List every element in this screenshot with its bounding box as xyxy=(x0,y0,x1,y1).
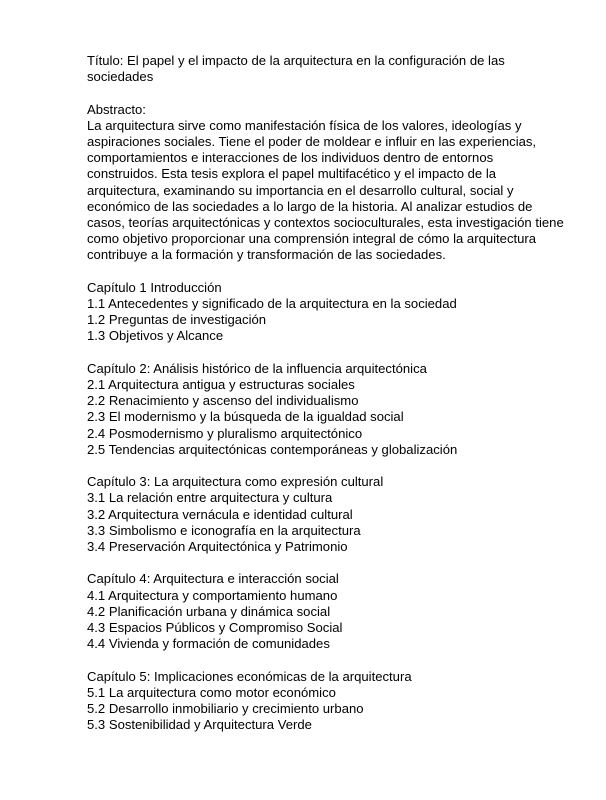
chapter-3 xyxy=(87,474,567,555)
chapter-item: 4.2 Planificación urbana y dinámica social xyxy=(87,603,331,619)
chapter-item: 1.2 Preguntas de investigación xyxy=(87,312,267,328)
abstract-heading: Abstracto: xyxy=(87,101,146,117)
chapter-item: 1.1 Antecedentes y significado de la arquitectura en la sociedad xyxy=(87,296,457,312)
chapter-item: 4.3 Espacios Públicos y Compromiso Social xyxy=(87,620,343,636)
chapter-item: 2.1 Arquitectura antigua y estructuras sociales xyxy=(87,377,355,393)
abstract-line: construidos. Esta tesis explora el papel multifacético y el impacto de la xyxy=(87,166,497,182)
title-line: sociedades xyxy=(87,69,154,85)
title-line: Título: El papel y el impacto de la arquitectura en la configuración de las xyxy=(87,53,505,68)
abstract-line: como objetivo proporcionar una comprensión integral de cómo la arquitectura xyxy=(87,231,537,247)
chapter-item: 3.1 La relación entre arquitectura y cultura xyxy=(87,490,333,506)
chapter-item: 4.1 Arquitectura y comportamiento humano xyxy=(87,587,338,603)
chapter-item: 5.3 Sostenibilidad y Arquitectura Verde xyxy=(87,717,312,733)
chapter-heading: Capítulo 3: La arquitectura como expresión cultural xyxy=(87,474,384,490)
paragraph-gap xyxy=(87,345,567,361)
chapter-1 xyxy=(87,280,567,345)
chapter-2 xyxy=(87,361,567,458)
abstract-line: casos, teorías arquitectónicas y contextos socioculturales, esta investigación tiene xyxy=(87,215,564,231)
document-title xyxy=(87,53,567,85)
paragraph-gap xyxy=(87,264,567,280)
abstract-line: arquitectura, examinando su importancia en el desarrollo cultural, social y xyxy=(87,182,514,198)
chapter-item: 3.4 Preservación Arquitectónica y Patrimonio xyxy=(87,539,348,555)
abstract-section xyxy=(87,102,567,264)
abstract-line: contribuye a la formación y transformación de las sociedades. xyxy=(87,247,446,263)
chapter-item: 2.2 Renacimiento y ascenso del individualismo xyxy=(87,393,359,409)
chapter-item: 2.4 Posmodernismo y pluralismo arquitectónico xyxy=(87,425,363,441)
chapter-heading: Capítulo 2: Análisis histórico de la influencia arquitectónica xyxy=(87,360,427,376)
chapter-item: 2.3 El modernismo y la búsqueda de la igualdad social xyxy=(87,409,404,425)
chapter-item: 3.2 Arquitectura vernácula e identidad cultural xyxy=(87,506,353,522)
document-page xyxy=(87,53,567,733)
paragraph-gap xyxy=(87,652,567,668)
chapter-heading: Capítulo 5: Implicaciones económicas de la arquitectura xyxy=(87,668,412,684)
chapter-item: 2.5 Tendencias arquitectónicas contemporáneas y globalización xyxy=(87,441,458,457)
chapter-item: 5.2 Desarrollo inmobiliario y crecimiento urbano xyxy=(87,701,364,717)
paragraph-gap xyxy=(87,555,567,571)
paragraph-gap xyxy=(87,85,567,101)
chapter-item: 1.3 Objetivos y Alcance xyxy=(87,328,224,344)
chapter-4 xyxy=(87,571,567,652)
abstract-line: aspiraciones sociales. Tiene el poder de moldear e influir en las experiencias, xyxy=(87,134,537,149)
abstract-line: comportamientos e interacciones de los individuos dentro de entornos xyxy=(87,150,494,166)
paragraph-gap xyxy=(87,458,567,474)
chapter-item: 4.4 Vivienda y formación de comunidades xyxy=(87,636,330,652)
chapter-item: 5.1 La arquitectura como motor económico xyxy=(87,684,336,700)
abstract-line: La arquitectura sirve como manifestación física de los valores, ideologías y xyxy=(87,117,522,133)
chapter-heading: Capítulo 4: Arquitectura e interacción social xyxy=(87,571,339,587)
chapter-heading: Capítulo 1 Introducción xyxy=(87,279,222,295)
abstract-line: económico de las sociedades a lo largo de la historia. Al analizar estudios de xyxy=(87,198,533,214)
chapter-5 xyxy=(87,669,567,734)
chapter-item: 3.3 Simbolismo e iconografía en la arquitectura xyxy=(87,522,361,538)
